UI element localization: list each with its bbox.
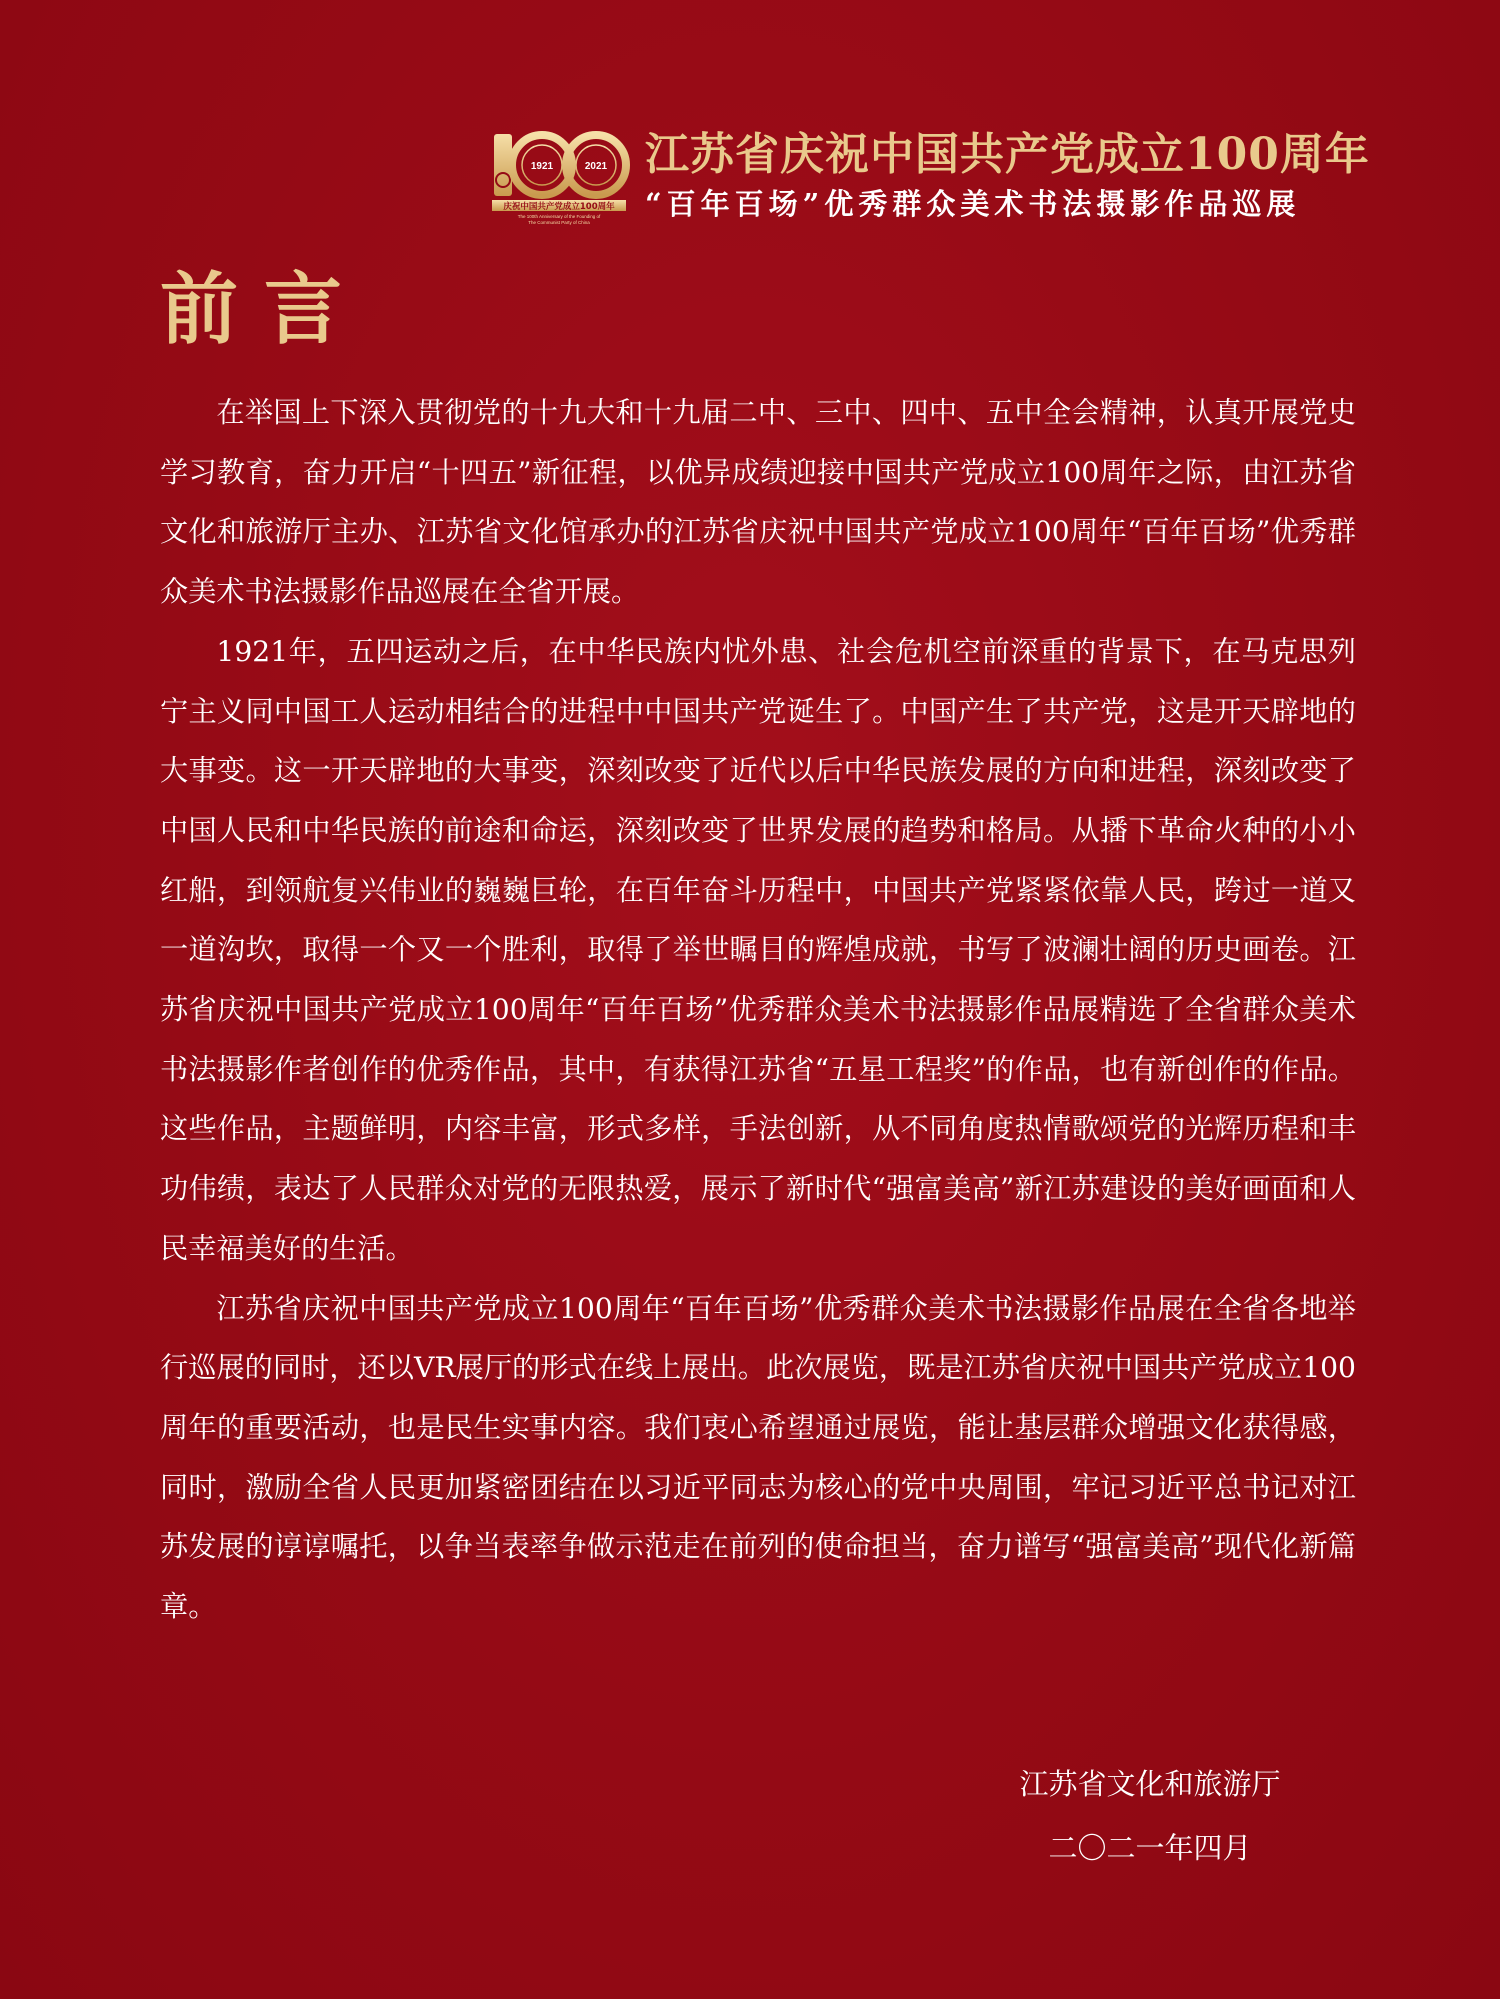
emblem-caption-cn: 庆祝中国共产党成立100周年: [503, 202, 615, 212]
preface-body: [160, 383, 1356, 1637]
paragraph-2: 1921年，五四运动之后，在中华民族内忧外患、社会危机空前深重的背景下，在马克思列宁主义同中国工人运动相结合的进程中中国共产党诞生了。中国产生了共产党，这是开天辟地的大事变。这一开天辟地的大事变，深刻改变了近代以后中华民族发展的方向和进程，深刻改变了中国人民和中华民族的前途和命运，深刻改变了世界发展的趋势和格局。从播下革命火种的小小红船，到领航复兴伟业的巍巍巨轮，在百年奋斗历程中，中国共产党紧紧依靠人民，跨过一道又一道沟坎，取得一个又一个胜利，取得了举世瞩目的辉煌成就，书写了波澜壮阔的历史画卷。江苏省庆祝中国共产党成立100周年“百年百场”优秀群众美术书法摄影作品展精选了全省群众美术书法摄影作者创作的优秀作品，其中，有获得江苏省“五星工程奖”的作品，也有新创作的作品。这些作品，主题鲜明，内容丰富，形式多样，手法创新，从不同角度热情歌颂党的光辉历程和丰功伟绩，表达了人民群众对党的无限热爱，展示了新时代“强富美高”新江苏建设的美好画面和人民幸福美好的生活。: [160, 634, 1356, 1265]
header-title: 江苏省庆祝中国共产党成立100周年: [645, 129, 1370, 180]
page-title: 前言: [160, 264, 369, 355]
exhibition-header: [490, 128, 1370, 238]
emblem-year-end: 2021: [584, 161, 608, 172]
emblem-caption-en-1: The 100th Anniversary of the Founding of: [517, 214, 601, 219]
header-subtitle: “百年百场”优秀群众美术书法摄影作品巡展: [645, 187, 1301, 221]
emblem-year-start: 1921: [530, 161, 554, 172]
signature: [960, 1752, 1340, 1880]
paragraph-3: 江苏省庆祝中国共产党成立100周年“百年百场”优秀群众美术书法摄影作品展在全省各地举行巡展的同时，还以VR展厅的形式在线上展出。此次展览，既是江苏省庆祝中国共产党成立100周年的重要活动，也是民生实事内容。我们衷心希望通过展览，能让基层群众增强文化获得感，同时，激励全省人民更加紧密团结在以习近平同志为核心的党中央周围，牢记习近平总书记对江苏发展的谆谆嘱托，以争当表率争做示范走在前列的使命担当，奋力谱写“强富美高”现代化新篇章。: [160, 1291, 1356, 1624]
signature-date: 二〇二一年四月: [1048, 1831, 1252, 1865]
paragraph-1: 在举国上下深入贯彻党的十九大和十九届二中、三中、四中、五中全会精神，认真开展党史学习教育，奋力开启“十四五”新征程，以优异成绩迎接中国共产党成立100周年之际，由江苏省文化和旅游厅主办、江苏省文化馆承办的江苏省庆祝中国共产党成立100周年“百年百场”优秀群众美术书法摄影作品巡展在全省开展。: [160, 396, 1356, 609]
emblem-caption-en-2: The Communist Party of China: [528, 220, 590, 225]
centenary-emblem-icon: [490, 128, 630, 228]
signature-org: 江苏省文化和旅游厅: [1019, 1767, 1281, 1801]
header-text: [645, 128, 1370, 226]
